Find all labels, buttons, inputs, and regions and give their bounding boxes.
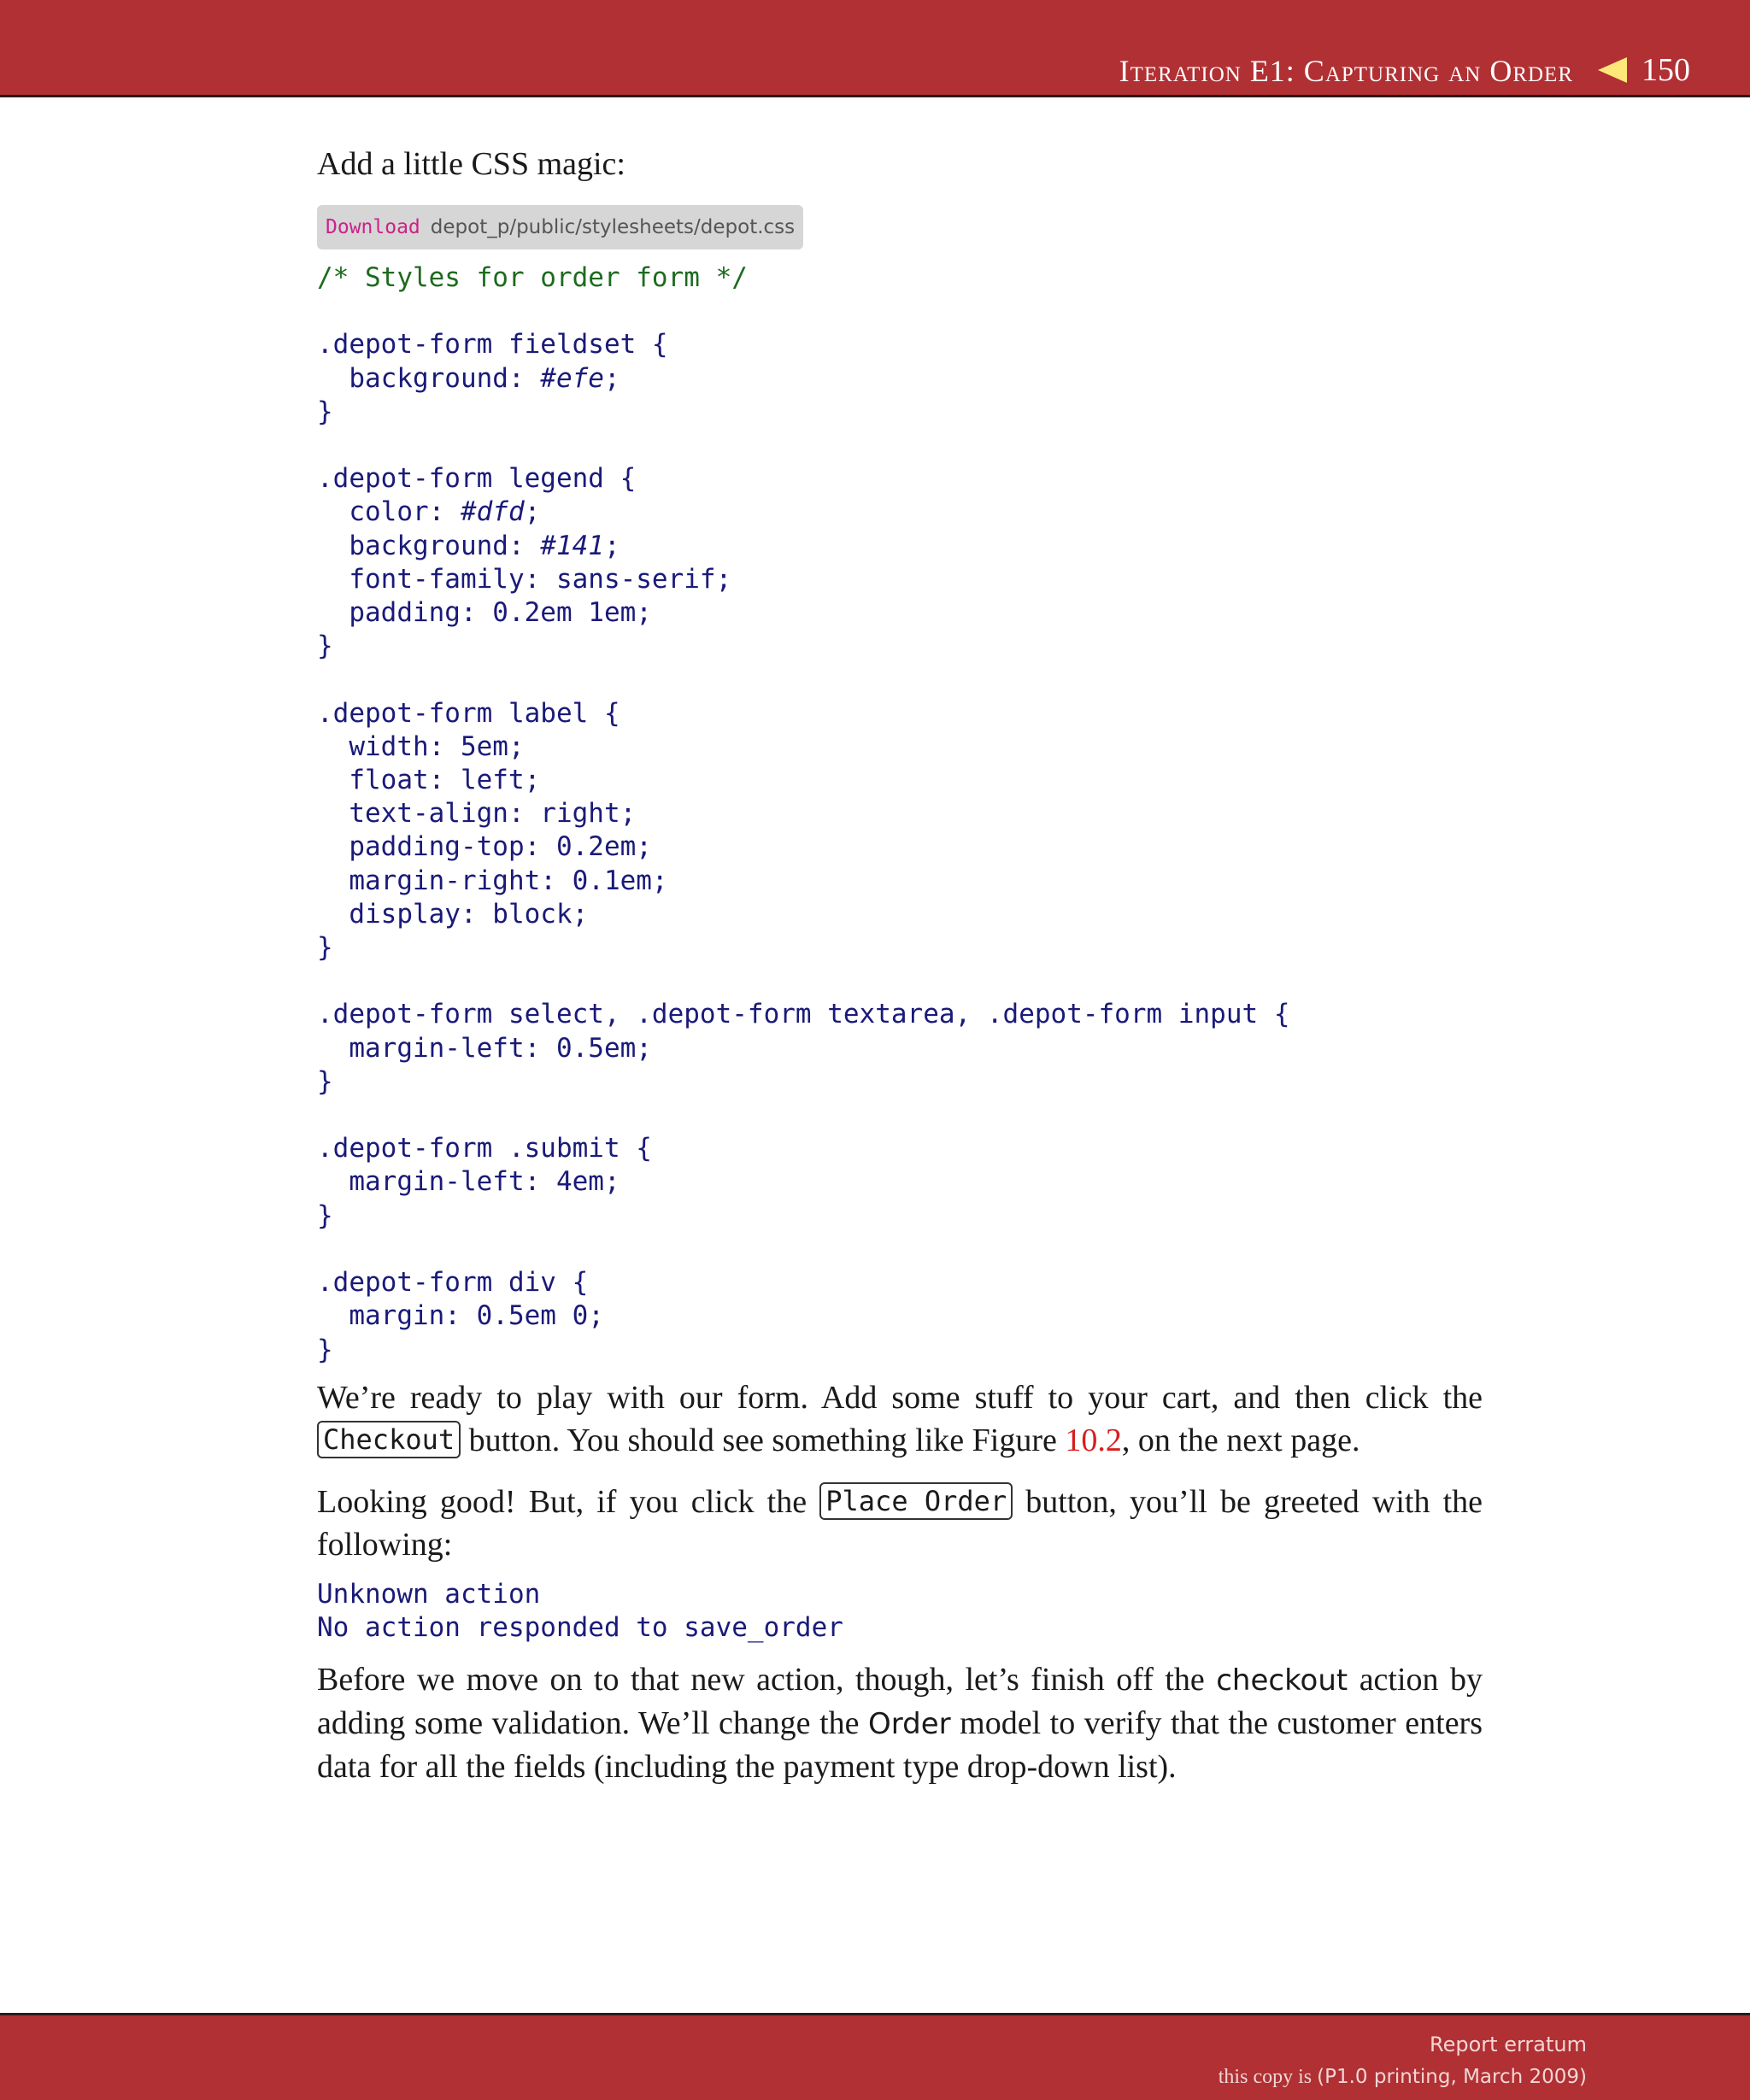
download-link[interactable]: Download (326, 216, 420, 238)
code-punct: ; (524, 496, 541, 528)
code-line: .depot-form div { (317, 1267, 589, 1299)
checkout-button-ref: Checkout (317, 1421, 461, 1458)
code-line: } (317, 1065, 333, 1097)
paragraph-place-order (317, 1481, 1483, 1566)
figure-link[interactable]: 10.2 (1065, 1422, 1122, 1458)
code-punct: ; (603, 362, 620, 394)
download-bar (317, 205, 803, 249)
paragraph-validation (317, 1658, 1483, 1788)
paragraph-text: button. You should see something like Figure (461, 1422, 1066, 1458)
paragraph-checkout (317, 1376, 1483, 1462)
error-output (317, 1578, 1483, 1645)
code-line: display: block; (317, 898, 589, 930)
code-line: } (317, 932, 333, 964)
code-value: #efe (540, 362, 604, 394)
code-line: .depot-form fieldset { (317, 329, 668, 361)
copy-info (1219, 2066, 1587, 2089)
code-line: padding: 0.2em 1em; (317, 597, 652, 629)
page-header (0, 0, 1750, 97)
code-line: float: left; (317, 765, 541, 796)
inline-code: Order (868, 1706, 951, 1741)
code-line: width: 5em; (317, 730, 525, 762)
paragraph-text: model to verify that the customer enters data for all the fields (including the payment type drop-down list). (317, 1704, 1483, 1785)
code-line: background: (317, 530, 541, 561)
previous-page-arrow-icon[interactable] (1598, 57, 1627, 83)
code-line: font-family: sans-serif; (317, 563, 732, 595)
code-line: .depot-form legend { (317, 463, 637, 495)
page-number: 150 (1641, 52, 1690, 88)
code-line: text-align: right; (317, 798, 637, 830)
paragraph-text: action by adding some validation. We’ll change the (317, 1661, 1483, 1741)
printing-info: (P1.0 printing, March 2009) (1317, 2066, 1587, 2088)
code-comment: /* Styles for order form */ (317, 262, 748, 293)
code-line: color: (317, 496, 461, 528)
code-line: } (317, 631, 333, 662)
css-code-listing (317, 261, 1483, 1367)
paragraph-text: button, you’ll be greeted with the following: (317, 1483, 1483, 1563)
code-line: background: (317, 362, 541, 394)
intro-text: Add a little CSS magic: (317, 146, 625, 182)
code-value: #141 (540, 530, 604, 561)
paragraph-text: Before we move on to that new action, though, let’s finish off the (317, 1661, 1217, 1698)
code-line: } (317, 1334, 333, 1365)
code-punct: ; (603, 530, 620, 561)
code-value: #dfd (460, 496, 525, 528)
output-line: Unknown action (317, 1578, 541, 1610)
page-footer (0, 2013, 1750, 2100)
chapter-title: Iteration E1: Capturing an Order (1119, 54, 1573, 88)
paragraph-text: We’re ready to play with our form. Add some stuff to your cart, and then click the (317, 1379, 1483, 1416)
paragraph-text: , on the next page. (1121, 1422, 1360, 1458)
copy-text: this copy is (1218, 2066, 1318, 2088)
code-line: .depot-form .submit { (317, 1133, 652, 1164)
inline-code: checkout (1216, 1663, 1348, 1698)
download-path: depot_p/public/stylesheets/depot.css (430, 216, 796, 238)
code-line: } (317, 1200, 333, 1231)
code-line: } (317, 396, 333, 427)
code-line: padding-top: 0.2em; (317, 831, 652, 863)
place-order-button-ref: Place Order (819, 1482, 1013, 1520)
output-line: No action responded to save_order (317, 1611, 843, 1643)
code-line: .depot-form select, .depot-form textarea, .depot-form input { (317, 999, 1290, 1030)
code-line: .depot-form label { (317, 697, 620, 729)
code-line: margin-right: 0.1em; (317, 865, 668, 896)
code-line: margin-left: 4em; (317, 1166, 620, 1198)
paragraph-text: Looking good! But, if you click the (317, 1483, 820, 1520)
report-erratum-link[interactable]: Report erratum (1430, 2033, 1587, 2056)
page-content (317, 142, 1483, 1788)
code-line: margin: 0.5em 0; (317, 1300, 604, 1332)
code-line: margin-left: 0.5em; (317, 1032, 652, 1064)
